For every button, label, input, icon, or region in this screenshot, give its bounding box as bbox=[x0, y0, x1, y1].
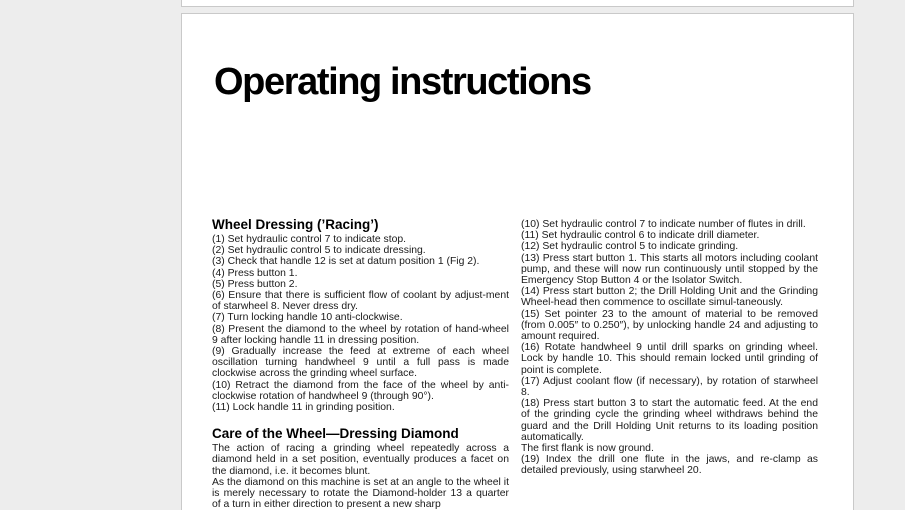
instruction-step: (18) Press start button 3 to start the automatic feed. At the end of the grinding cycle the grinding wheel withdraws behind the guard and the Drill Holding Unit returns to its loading position automatically. bbox=[521, 398, 818, 443]
body-paragraph: As the diamond on this machine is set at an angle to the wheel it is merely necessary to rotate the Diamond-holder 13 a quarter of a turn in either direction to present a new sharp bbox=[212, 476, 509, 510]
page-title: Operating instructions bbox=[214, 61, 591, 103]
instruction-step: (5) Press button 2. bbox=[212, 278, 298, 290]
instruction-step: (16) Rotate handwheel 9 until drill sparks on grinding wheel. Lock by handle 10. This should remain locked until grinding of point is complete. bbox=[521, 342, 818, 376]
instruction-step: (17) Adjust coolant flow (if necessary), by rotation of starwheel 8. bbox=[521, 375, 818, 399]
instruction-step: (6) Ensure that there is sufficient flow of coolant by adjust-ment of starwheel 8. Never dress dry. bbox=[212, 290, 509, 313]
instruction-step: (1) Set hydraulic control 7 to indicate stop. bbox=[212, 234, 407, 245]
section-heading-wheel-dressing: Wheel Dressing (’Racing’) bbox=[212, 217, 379, 232]
instruction-step: (3) Check that handle 12 is set at datum position 1 (Fig 2). bbox=[212, 256, 480, 268]
left-column bbox=[212, 217, 509, 510]
section-spacer bbox=[212, 413, 509, 426]
body-paragraph: The first flank is now ground. bbox=[521, 443, 654, 455]
instruction-step: (14) Press start button 2; the Drill Holding Unit and the Grinding Wheel-head then commence to oscillate simul-taneously. bbox=[521, 286, 818, 309]
body-paragraph: The action of racing a grinding wheel repeatedly across a diamond held in a set position, eventually produces a facet on the diamond, i.e. it becomes blunt. bbox=[212, 443, 509, 477]
previous-page-edge bbox=[181, 0, 854, 7]
instruction-step: (15) Set pointer 23 to the amount of material to be removed (from 0.005″ to 0.250″), by unlocking handle 24 and adjusting to amount required. bbox=[521, 308, 818, 343]
section-heading-care-of-wheel: Care of the Wheel—Dressing Diamond bbox=[212, 426, 459, 442]
instruction-step: (10) Set hydraulic control 7 to indicate number of flutes in drill. bbox=[521, 219, 806, 230]
instruction-step: (2) Set hydraulic control 5 to indicate dressing. bbox=[212, 245, 426, 257]
document-page bbox=[181, 13, 854, 510]
instruction-step: (12) Set hydraulic control 5 to indicate grinding. bbox=[521, 241, 739, 253]
instruction-step: (19) Index the drill one flute in the jaws, and re-clamp as detailed previously, using starwheel 20. bbox=[521, 454, 818, 477]
instruction-step: (8) Present the diamond to the wheel by rotation of hand-wheel 9 after locking handle 11 in dressing position. bbox=[212, 323, 509, 346]
instruction-step: (9) Gradually increase the feed at extreme of each wheel oscillation turning handwheel 9 until a full pass is made clockwise across the grinding wheel surface. bbox=[212, 346, 509, 380]
instruction-step: (11) Lock handle 11 in grinding position. bbox=[212, 402, 395, 414]
instruction-step: (10) Retract the diamond from the face of the wheel by anti-clockwise rotation of handwheel 9 (through 90°). bbox=[212, 379, 509, 402]
instruction-step: (7) Turn locking handle 10 anti-clockwise. bbox=[212, 312, 403, 324]
right-column bbox=[521, 219, 818, 477]
instruction-step: (11) Set hydraulic control 6 to indicate drill diameter. bbox=[521, 230, 760, 242]
instruction-step: (4) Press button 1. bbox=[212, 267, 298, 279]
instruction-step: (13) Press start button 1. This starts all motors including coolant pump, and these will now run continuously until stopped by the Emergency Stop Button 4 or the Isolator Switch. bbox=[521, 252, 818, 287]
